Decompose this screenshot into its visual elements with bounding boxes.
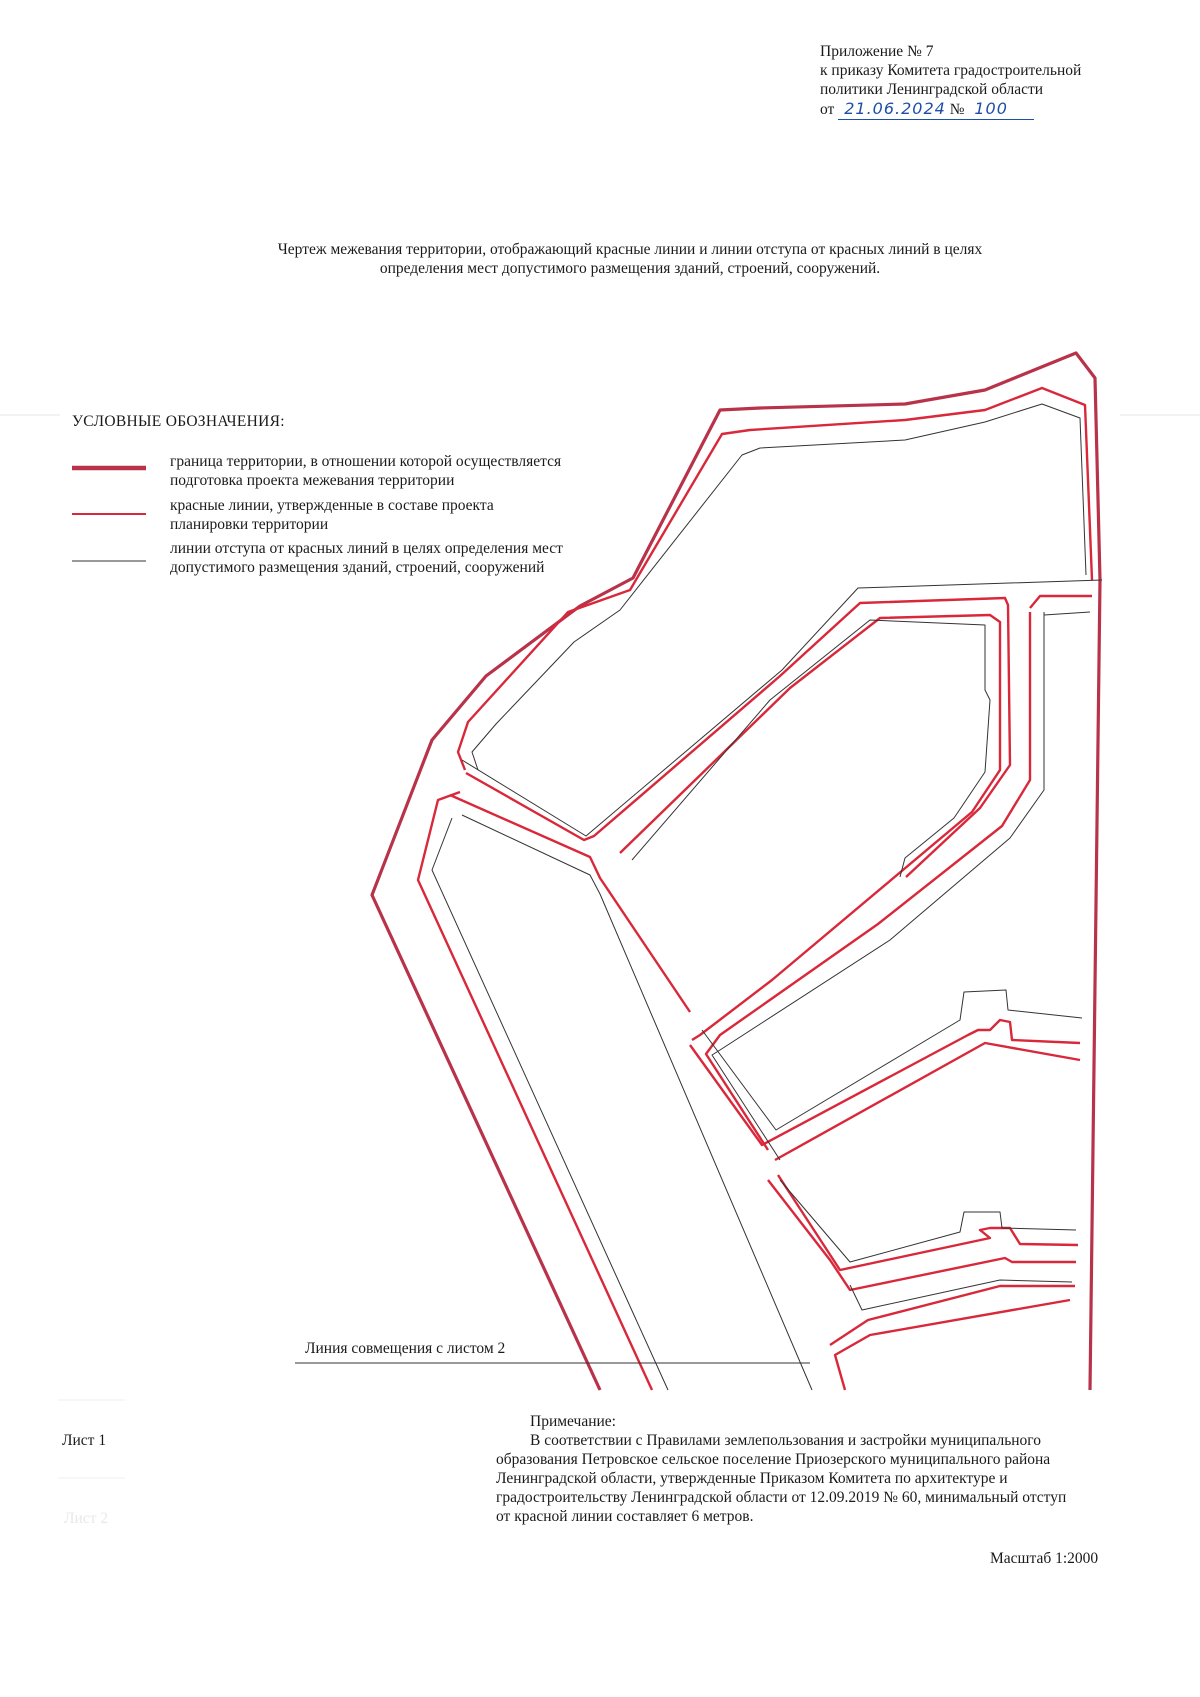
note-line5: от красной линии составляет 6 метров.: [496, 1508, 754, 1525]
setback-line-block-north: [472, 404, 1086, 770]
setback-line-block-b-inner: [712, 612, 1044, 1160]
number-label: №: [949, 101, 965, 118]
setback-line-block-a-north: [462, 580, 1102, 836]
red-line-block-b: [1030, 596, 1092, 608]
setback-line-block-b: [1044, 612, 1090, 615]
sheet-tab-2[interactable]: Лист 2: [64, 1510, 109, 1527]
red-line-west: [418, 792, 652, 1390]
note-line3: Ленинградской области, утвержденные Приказом Комитета по архитектуре и: [496, 1470, 1008, 1487]
red-line-block-d: [778, 1175, 1078, 1270]
red-line-street-3: [775, 1043, 1080, 1160]
order-date: 21.06.2024: [844, 99, 946, 118]
match-line-label: Линия совмещения с листом 2: [305, 1340, 506, 1357]
legend-item-red-lines-line2: планировки территории: [170, 516, 329, 533]
legend-item-boundary-line1: граница территории, в отношении которой осуществляется: [170, 453, 562, 470]
red-line-block-c: [690, 1020, 1080, 1145]
legend-item-red-lines: [170, 496, 494, 534]
scale-label: Масштаб 1:2000: [990, 1552, 1099, 1564]
legend-item-red-lines-line1: красные линии, утвержденные в составе проекта: [170, 497, 494, 514]
red-line-south-2: [835, 1300, 1070, 1390]
legend-item-boundary: [170, 452, 561, 490]
setback-line-block-a-inner: [632, 620, 990, 877]
legend-item-setback: [170, 539, 563, 577]
drawing-title-line1: Чертеж межевания территории, отображающий красные линии и линии отступа от красных линий в целях: [277, 241, 983, 258]
red-line-street-1: [450, 795, 690, 1012]
legend-item-setback-line2: допустимого размещения зданий, строений, сооружений: [170, 559, 545, 576]
red-line-north: [458, 388, 1092, 770]
appendix-number: Приложение № 7: [820, 43, 934, 60]
note-heading: Примечание:: [530, 1413, 616, 1430]
red-line-street-4: [768, 1180, 1076, 1290]
appendix-committee-line: политики Ленинградской области: [820, 81, 1044, 98]
setback-line-block-c-inner: [702, 990, 1082, 1130]
note-line4: градостроительству Ленинградской области от 12.09.2019 № 60, минимальный отступ: [496, 1489, 1067, 1506]
note-line1: В соответствии с Правилами землепользования и застройки муниципального: [530, 1432, 1042, 1449]
note-block: [496, 1412, 1136, 1526]
setback-line-block-d-inner: [780, 1180, 1076, 1262]
legend-item-setback-line1: линии отступа от красных линий в целях определения мест: [170, 540, 563, 557]
note-line2: образования Петровское сельское поселение Приозерского муниципального района: [496, 1451, 1051, 1468]
sheet-tab-1[interactable]: Лист 1: [62, 1432, 107, 1449]
legend-item-boundary-line2: подготовка проекта межевания территории: [170, 472, 455, 489]
setback-line-street-1: [462, 815, 812, 1390]
legend-heading: УСЛОВНЫЕ ОБОЗНАЧЕНИЯ:: [72, 413, 285, 430]
drawing-title-line2: определения мест допустимого размещения зданий, строений, сооружений.: [379, 260, 881, 277]
from-label: от: [820, 101, 835, 118]
order-number: 100: [974, 99, 1008, 118]
appendix-order-line: к приказу Комитета градостроительной: [820, 62, 1082, 79]
